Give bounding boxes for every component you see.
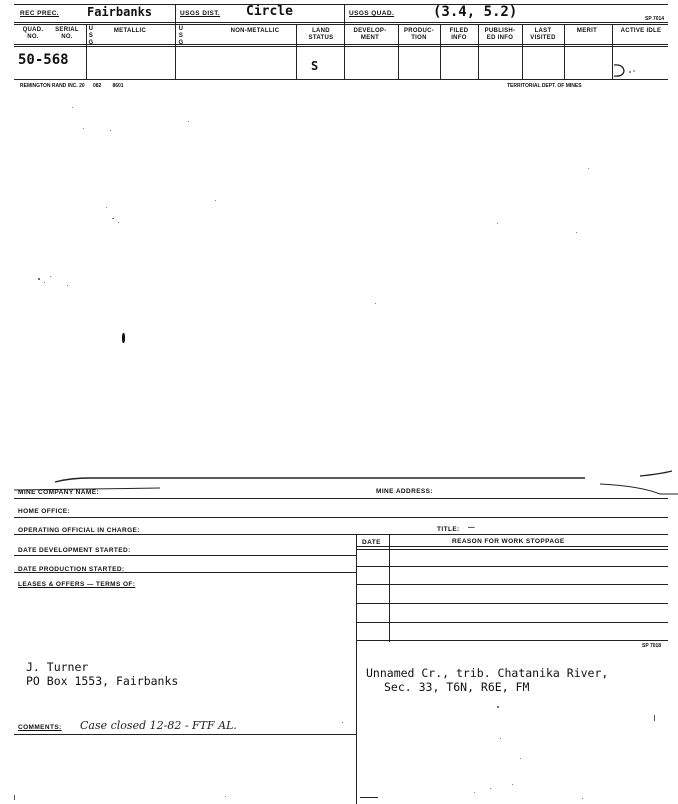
rec-prec-value: Fairbanks [87,5,153,19]
land-status-value: S [311,59,319,73]
last-visited-header: LAST VISITED [530,28,556,41]
quad-no-header: QUAD. NO. [22,27,44,40]
production-header: PRODUC- TION [403,28,435,41]
form-number-top: SP 7014 [645,16,665,22]
comments-handwritten: Case closed 12-82 - FTF AL. [80,719,237,732]
usg-prefix-nonmetallic: U S G [178,26,184,46]
mine-address-label: MINE ADDRESS: [376,488,433,495]
usgs-dist-value: Circle [246,4,293,19]
metallic-header: METALLIC [113,28,147,34]
operating-official-label: OPERATING OFFICIAL IN CHARGE: [18,527,140,534]
title-value: — [468,520,475,533]
printer-footer: REMINGTON RAND INC. 20 082 8601 [20,83,124,89]
usgs-quad-value: (3.4, 5.2) [433,4,518,20]
active-idle-mark [612,62,636,78]
filed-info-header: FILED INFO [449,28,469,41]
leases-offers-label: LEASES & OFFERS — TERMS OF: [18,581,136,588]
development-header: DEVELOP- MENT [353,28,387,41]
usgs-quad-label: USGS QUAD. [349,10,395,17]
serial-no-header: SERIAL NO. [55,27,79,40]
usg-prefix-metallic: U S G [88,26,94,46]
owner-name: J. Turner [26,660,89,674]
nonmetallic-header: NON-METALLIC [230,28,280,34]
home-office-label: HOME OFFICE: [18,508,71,515]
merit-header: MERIT [576,28,598,34]
location-line-1: Unnamed Cr., trib. Chatanika River, [366,666,609,680]
quad-serial-value: 50-568 [18,52,69,68]
rec-prec-label: REC PREC. [20,10,59,17]
location-line-2: Sec. 33, T6N, R6E, FM [384,680,530,694]
published-info-header: PUBLISH- ED INFO [484,28,516,41]
dept-footer: TERRITORIAL DEPT. OF MINES [507,83,582,89]
title-label: TITLE: [437,526,460,533]
reason-column-header: REASON FOR WORK STOPPAGE [452,538,565,545]
usgs-dist-label: USGS DIST. [180,10,221,17]
owner-address: PO Box 1553, Fairbanks [26,674,179,688]
form-number-bottom: SP 7018 [642,643,662,649]
date-column-header: DATE [362,539,381,546]
land-status-header: LAND STATUS [308,28,334,41]
date-production-label: DATE PRODUCTION STARTED: [18,566,125,573]
mine-company-name-label: MINE COMPANY NAME: [18,489,99,496]
active-idle-header: ACTIVE IDLE [620,28,662,34]
comments-label: COMMENTS: [18,724,62,731]
date-development-label: DATE DEVELOPMENT STARTED: [18,547,131,554]
